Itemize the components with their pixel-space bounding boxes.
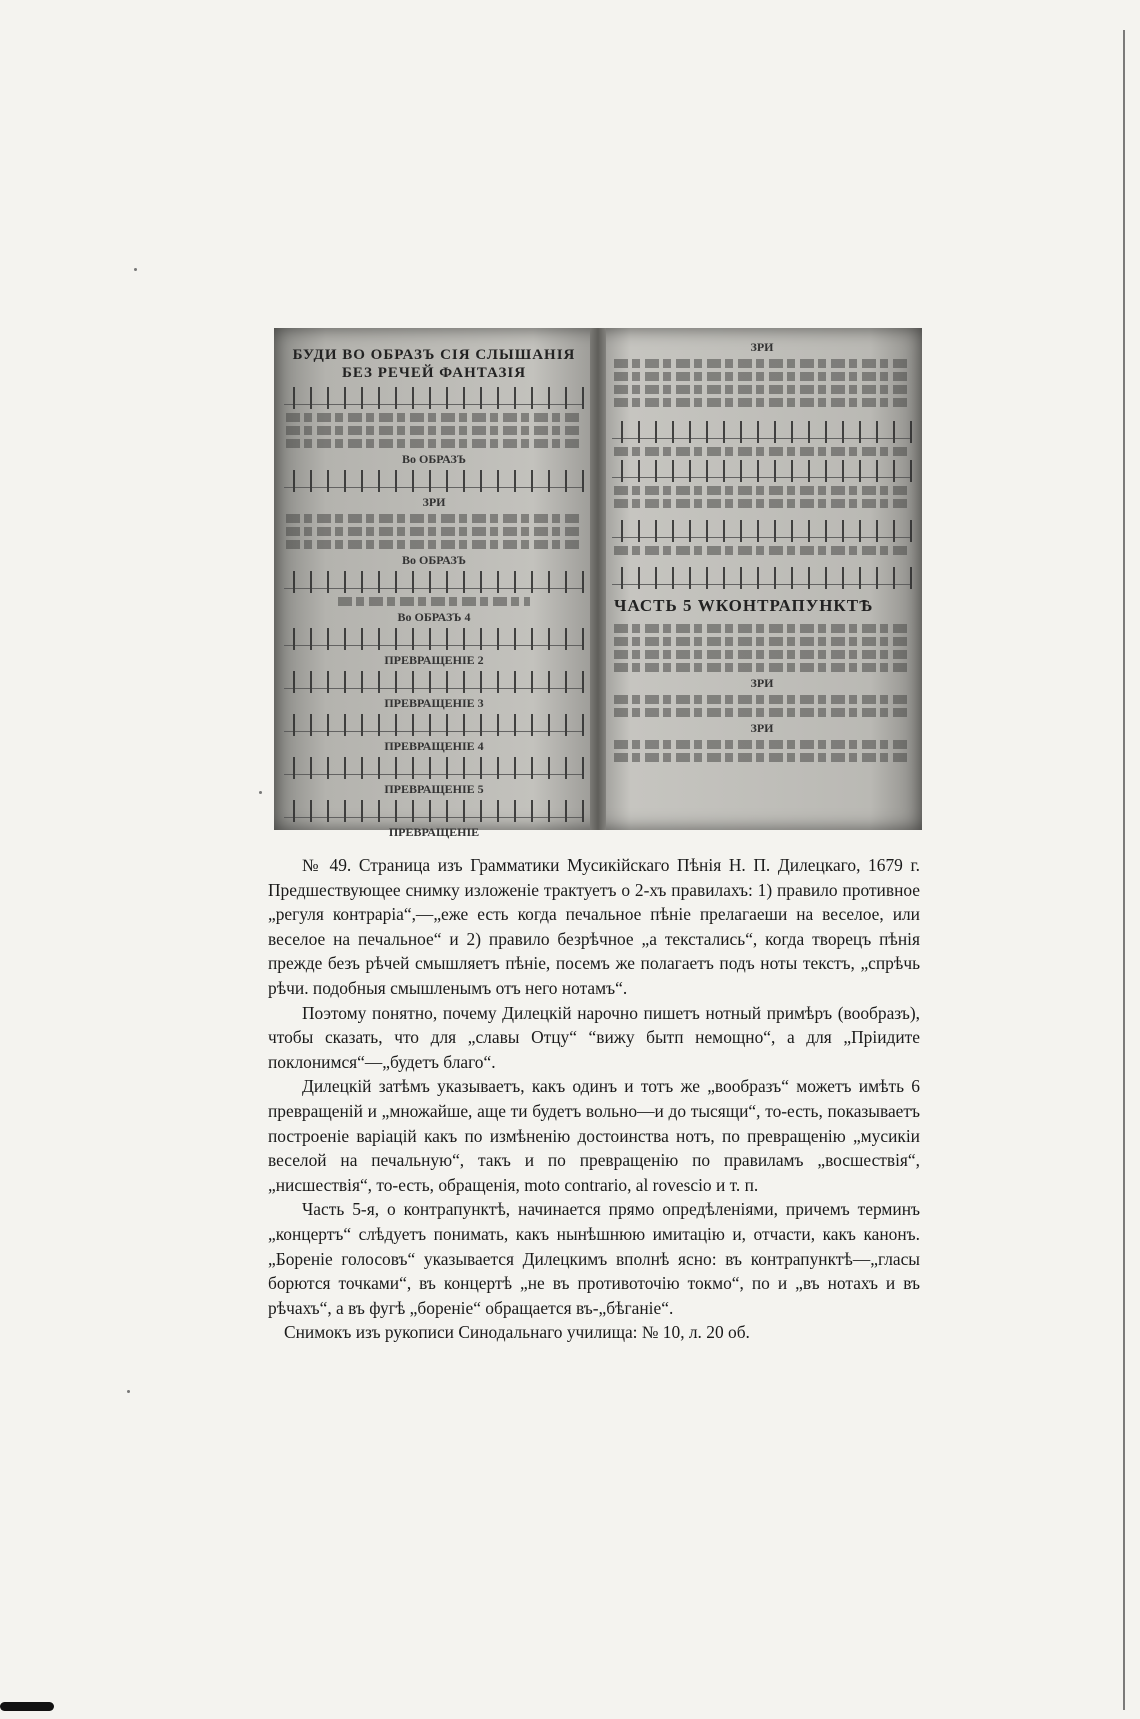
scan-smudge <box>0 1702 54 1711</box>
manuscript-right-page <box>606 336 918 822</box>
ms-label: ЗРИ <box>750 721 774 735</box>
ms-text-line <box>614 398 910 407</box>
manuscript-left-heading: БУДИ ВО ОБРАЗЪ СІЯ СЛЫШАНІЯ БЕЗ РЕЧЕЙ ФАНТАЗІЯ <box>292 347 576 381</box>
book-gutter <box>590 328 606 830</box>
neume-line <box>284 571 584 593</box>
neume-line <box>284 628 584 650</box>
page-edge-line <box>1123 30 1125 1710</box>
ms-text-line <box>286 426 582 435</box>
caption-paragraph: Дилецкій затѣмъ указываетъ, какъ одинъ и тотъ же „вообразъ“ можетъ имѣть 6 превращеній и „множайше, аще ти будетъ вольно—и до тысящи“, то-есть, показываетъ построеніе варіацій какъ по измѣненію достоинства нотъ, по превращенію „мусикіи веселой на печальную“, такъ и по превращенію по правиламъ „восшествія“, „нисшествія“, то-есть, обращенія, moto contrario, al rovescio и т. п. <box>268 1076 920 1195</box>
ms-label: ЗРИ <box>750 340 774 354</box>
neume-line <box>284 757 584 779</box>
neume-line <box>612 567 912 589</box>
ms-label: ПРЕВРАЩЕНІЕ 3 <box>384 696 484 710</box>
neume-line <box>284 387 584 409</box>
caption-paragraph: Поэтому понятно, почему Дилецкій нарочно пишетъ нотный примѣръ (вообразъ), чтобы сказать, что для „славы Отцу“ “вижу бытп немощно“, а для „Пріидите поклонимся“—„будетъ благо“. <box>268 1002 920 1072</box>
ms-text-line <box>614 359 910 368</box>
speck <box>134 268 137 271</box>
ms-text-line <box>614 546 910 555</box>
ms-label: ЗРИ <box>750 676 774 690</box>
ms-text-line <box>614 372 910 381</box>
ms-label: Во ОБРАЗЪ <box>402 553 466 567</box>
ms-text-line <box>614 499 910 508</box>
ms-text-line <box>614 663 910 672</box>
ms-label: ЗРИ <box>422 495 446 509</box>
caption-paragraph: № 49. Страница изъ Грамматики Мусикійскаго Пѣнія Н. П. Дилецкаго, 1679 г. Предшествующее снимку изложеніе трактуетъ о 2-хъ правилахъ: 1) правило противное „регуля контраріа“,—„еже есть когда печальное пѣніе прелагаеши на веселое, или веселое на печальное“ и 2) правило безрѣчное „а текстались“, когда творецъ пѣнія прежде безъ рѣчей смышляетъ пѣніе, посемъ же полагаетъ подъ ноты текстъ, „спрѣчь рѣчи. подобныя смышленымъ отъ него нотамъ“. <box>268 855 920 998</box>
ms-text-line <box>614 624 910 633</box>
ms-text-line <box>286 527 582 536</box>
ms-label: ПРЕВРАЩЕНІЕ 5 <box>384 782 484 796</box>
neume-line <box>284 470 584 492</box>
neume-line <box>284 671 584 693</box>
ms-text-line <box>614 650 910 659</box>
ms-text-line <box>286 540 582 549</box>
manuscript-left-page <box>278 336 590 839</box>
ms-label: ПРЕВРАЩЕНІЕ 4 <box>384 739 484 753</box>
ms-label: Во ОБРАЗЪ 4 <box>397 610 471 624</box>
ms-label: ПРЕВРАЩЕНІЕ <box>388 825 480 839</box>
ms-text-line <box>614 486 910 495</box>
ms-text-line <box>614 740 910 749</box>
speck <box>127 1390 130 1393</box>
ms-text-line <box>286 439 582 448</box>
neume-line <box>284 800 584 822</box>
ms-text-line <box>614 753 910 762</box>
figure-caption <box>268 853 920 1345</box>
ms-text-line <box>614 637 910 646</box>
neume-line <box>612 520 912 542</box>
manuscript-right-heading: ЧАСТЬ 5 WКОНТРАПУНКТѢ <box>614 596 874 615</box>
caption-source: Снимокъ изъ рукописи Синодальнаго училища: № 10, л. 20 об. <box>284 1322 750 1343</box>
neume-line <box>284 714 584 736</box>
neume-line <box>612 421 912 443</box>
ms-text-line <box>614 708 910 717</box>
ms-label: Во ОБРАЗЪ <box>402 452 466 466</box>
ms-text-line <box>286 413 582 422</box>
ms-text-line <box>286 514 582 523</box>
manuscript-photo <box>274 328 922 839</box>
ms-text-line <box>614 695 910 704</box>
ms-text-line <box>614 447 910 456</box>
ms-text-line <box>338 597 530 606</box>
caption-paragraph: Часть 5-я, о контрапунктѣ, начинается прямо опредѣленіями, причемъ терминъ „концертъ“ слѣдуетъ понимать, какъ нынѣшнюю имитацію и, отчасти, какъ канонъ. „Бореніе голосовъ“ указывается Дилецкимъ вполнѣ ясно: въ контрапунктѣ—„гласы борются точками“, въ концертѣ „не въ противоточію токмо“, по и „въ нотахъ и въ рѣчахъ“, а въ фугѣ „бореніе“ обращается въ-„бѣганіе“. <box>268 1199 920 1318</box>
ms-text-line <box>614 385 910 394</box>
ms-label: ПРЕВРАЩЕНІЕ 2 <box>384 653 484 667</box>
speck <box>259 791 262 794</box>
neume-line <box>612 460 912 482</box>
